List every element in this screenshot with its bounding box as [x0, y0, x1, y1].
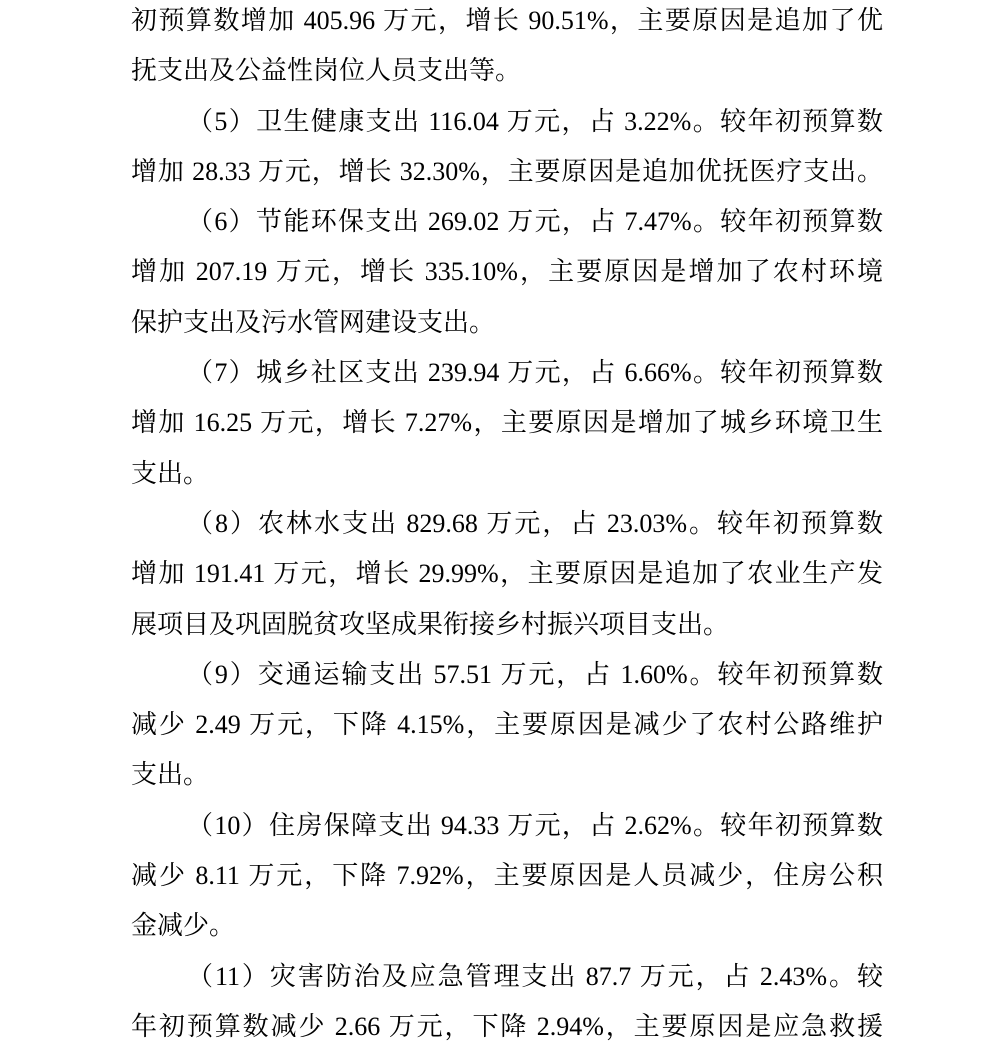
text-line: （9）交通运输支出 57.51 万元，占 1.60%。较年初预算数 [187, 659, 883, 689]
text-line: （7）城乡社区支出 239.94 万元，占 6.66%。较年初预算数 [187, 358, 883, 388]
paragraph [131, 952, 883, 1052]
text-line: 增加 16.25 万元，增长 7.27%，主要原因是增加了城乡环境卫生 [131, 408, 883, 438]
text-line: 支出。 [131, 760, 210, 790]
text-line: 增加 207.19 万元，增长 335.10%，主要原因是增加了农村环境 [131, 257, 883, 287]
text-line: 抚支出及公益性岗位人员支出等。 [131, 56, 522, 86]
text-line: （5）卫生健康支出 116.04 万元，占 3.22%。较年初预算数 [187, 106, 883, 136]
text-line: 增加 28.33 万元，增长 32.30%，主要原因是追加优抚医疗支出。 [131, 156, 883, 186]
paragraph [131, 0, 883, 97]
text-line: 增加 191.41 万元，增长 29.99%，主要原因是追加了农业生产发 [131, 559, 883, 589]
text-line: 减少 2.49 万元，下降 4.15%，主要原因是减少了农村公路维护 [131, 710, 883, 740]
paragraph [131, 348, 883, 499]
paragraph [131, 499, 883, 650]
text-line: 年初预算数减少 2.66 万元，下降 2.94%，主要原因是应急救援 [131, 1011, 883, 1041]
text-line: （6）节能环保支出 269.02 万元，占 7.47%。较年初预算数 [187, 207, 883, 237]
text-line: 展项目及巩固脱贫攻坚成果衔接乡村振兴项目支出。 [131, 609, 730, 639]
text-line: 初预算数增加 405.96 万元，增长 90.51%，主要原因是追加了优 [131, 6, 883, 35]
text-line: 保护支出及污水管网建设支出。 [131, 307, 496, 337]
text-line: （8）农林水支出 829.68 万元，占 23.03%。较年初预算数 [187, 508, 883, 538]
paragraph [131, 650, 883, 801]
paragraph [131, 97, 883, 198]
paragraph [131, 197, 883, 348]
text-line: （11）灾害防治及应急管理支出 87.7 万元，占 2.43%。较 [187, 961, 883, 991]
paragraph [131, 801, 883, 952]
text-line: 支出。 [131, 458, 210, 488]
document-page [131, 0, 883, 1052]
text-line: （10）住房保障支出 94.33 万元，占 2.62%。较年初预算数 [187, 810, 883, 840]
text-line: 金减少。 [131, 911, 236, 941]
text-line: 减少 8.11 万元，下降 7.92%，主要原因是人员减少，住房公积 [131, 861, 883, 891]
